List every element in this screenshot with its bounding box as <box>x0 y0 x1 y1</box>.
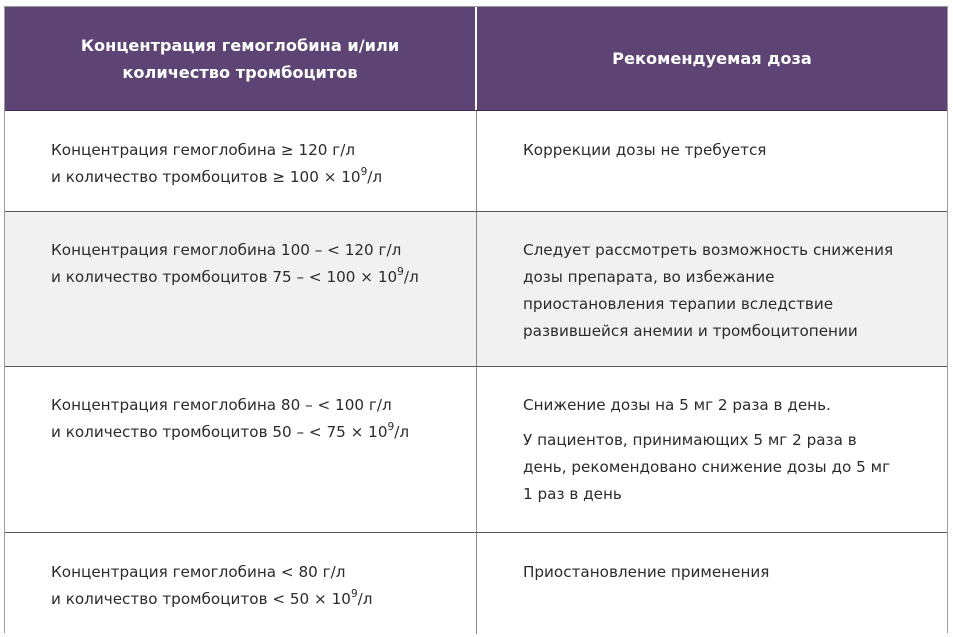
dose-line: Коррекции дозы не требуется <box>523 141 767 159</box>
dose-cell <box>477 533 947 634</box>
dose-line: день, рекомендовано снижение дозы до 5 мг <box>523 458 891 476</box>
condition-line2: и количество тромбоцитов ≥ $100 \times 10^9/л$ <box>51 166 383 186</box>
condition-cell <box>5 111 477 211</box>
dose-cell <box>477 212 947 366</box>
dose-table <box>4 6 948 633</box>
dose-line: развившейся анемии и тромбоцитопении <box>523 322 858 340</box>
condition-line2: и количество тромбоцитов 50 – < $75 \times 10^9/л$ <box>51 421 410 441</box>
dose-line: 1 раз в день <box>523 485 622 503</box>
dose-line: Приостановление применения <box>523 563 770 581</box>
dose-cell <box>477 111 947 211</box>
table-row <box>5 367 947 533</box>
dose-line: Следует рассмотреть возможность снижения <box>523 241 894 259</box>
dose-cell <box>477 367 947 532</box>
header-dose-label: Рекомендуемая доза <box>612 49 812 68</box>
dose-line: Снижение дозы на 5 мг 2 раза в день. <box>523 396 831 414</box>
condition-line1: Концентрация гемоглобина ≥ 120 г/л <box>51 141 356 159</box>
condition-cell <box>5 212 477 366</box>
condition-line2: и количество тромбоцитов 75 – < $100 \times 10^9/л$ <box>51 266 419 286</box>
table-row <box>5 533 947 634</box>
header-condition <box>5 7 477 110</box>
table-row <box>5 212 947 367</box>
condition-line1: Концентрация гемоглобина 100 – < 120 г/л <box>51 241 402 259</box>
condition-cell <box>5 533 477 634</box>
dose-line: приостановления терапии вследствие <box>523 295 834 313</box>
dose-line: У пациентов, принимающих 5 мг 2 раза в <box>523 431 857 449</box>
table-row <box>5 111 947 212</box>
header-condition-line2: количество тромбоцитов <box>122 62 358 82</box>
table-header-row <box>5 7 947 111</box>
condition-line1: Концентрация гемоглобина < 80 г/л <box>51 563 346 581</box>
condition-line1: Концентрация гемоглобина 80 – < 100 г/л <box>51 396 392 414</box>
condition-line2: и количество тромбоцитов < $50 \times 10^9/л$ <box>51 588 373 608</box>
dose-line: дозы препарата, во избежание <box>523 268 775 286</box>
header-condition-line1: Концентрация гемоглобина и/или <box>80 35 400 55</box>
condition-cell <box>5 367 477 532</box>
dose-paragraph-2 <box>523 427 927 508</box>
header-dose <box>477 7 947 110</box>
